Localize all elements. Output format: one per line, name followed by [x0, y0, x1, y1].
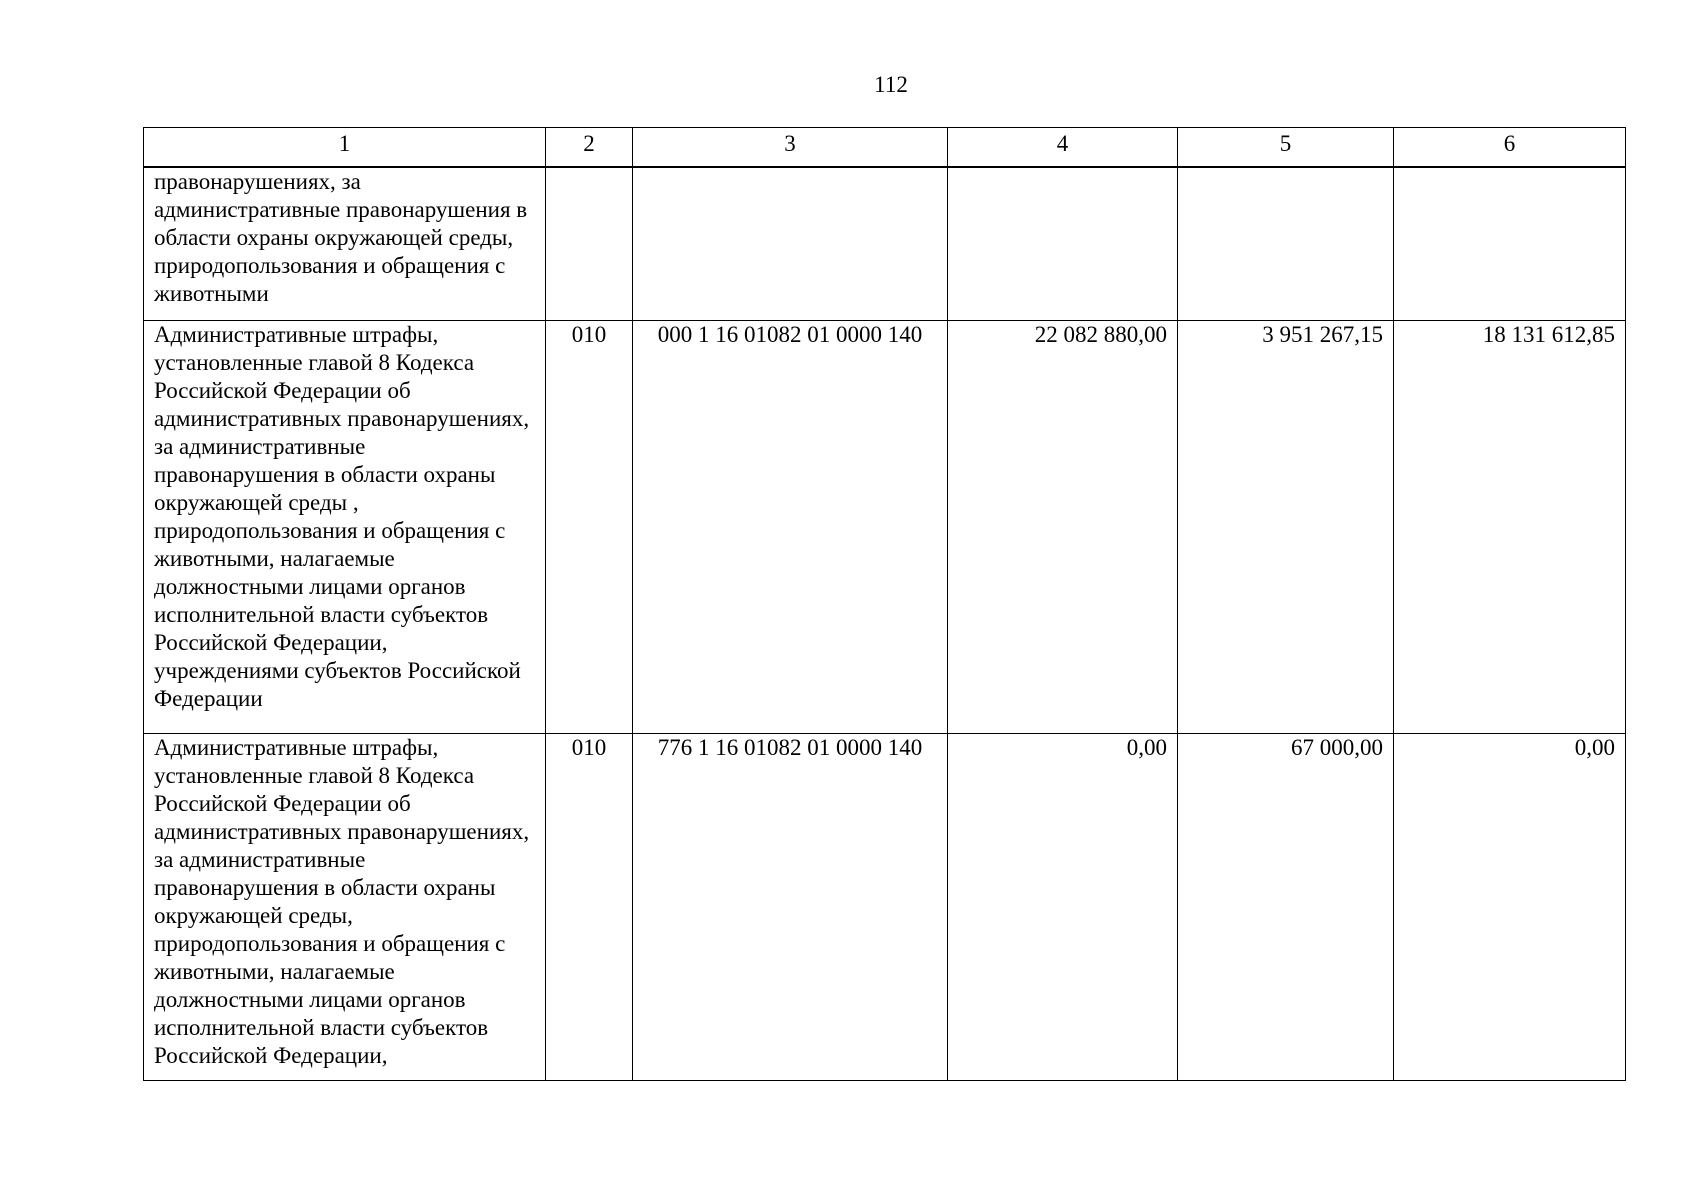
column-header-1: 1	[144, 128, 546, 168]
row-unexecuted-cell: 0,00	[1394, 734, 1626, 1081]
row-unexecuted-cell: 18 131 612,85	[1394, 321, 1626, 734]
row-name-cell: Административные штрафы, установленные главой 8 Кодекса Российской Федерации об административных правонарушениях, за административные правонарушения в области охраны окружающей среды, природопользования и обращения с животными, налагаемые должностными лицами органов исполнительной власти субъектов Российской Федерации,	[144, 734, 546, 1081]
row-budget-code-cell: 000 1 16 01082 01 0000 140	[633, 321, 948, 734]
table-header	[144, 128, 1626, 168]
header-row	[144, 128, 1626, 168]
page-number: 112	[874, 72, 908, 97]
row-unexecuted-cell	[1394, 167, 1626, 321]
column-header-4: 4	[948, 128, 1178, 168]
row-executed-cell	[1178, 167, 1394, 321]
row-approved-cell	[948, 167, 1178, 321]
row-executed-cell: 3 951 267,15	[1178, 321, 1394, 734]
column-header-6: 6	[1394, 128, 1626, 168]
row-approved-cell: 0,00	[948, 734, 1178, 1081]
row-executed-cell: 67 000,00	[1178, 734, 1394, 1081]
table-body	[144, 167, 1626, 1081]
column-header-3: 3	[633, 128, 948, 168]
column-header-5: 5	[1178, 128, 1394, 168]
table-row	[144, 734, 1626, 1081]
row-budget-code-cell: 776 1 16 01082 01 0000 140	[633, 734, 948, 1081]
row-line-code-cell: 010	[546, 734, 633, 1081]
table-row	[144, 321, 1626, 734]
revenue-table	[143, 127, 1626, 1081]
row-approved-cell: 22 082 880,00	[948, 321, 1178, 734]
column-header-2: 2	[546, 128, 633, 168]
row-name-cell: правонарушениях, за административные правонарушения в области охраны окружающей среды, природопользования и обращения с животными	[144, 167, 546, 321]
row-name-cell: Административные штрафы, установленные главой 8 Кодекса Российской Федерации об административных правонарушениях, за административные правонарушения в области охраны окружающей среды , природопользования и обращения с животными, налагаемые должностными лицами органов исполнительной власти субъектов Российской Федерации, учреждениями субъектов Российской Федерации	[144, 321, 546, 734]
row-budget-code-cell	[633, 167, 948, 321]
table-row	[144, 167, 1626, 321]
row-line-code-cell	[546, 167, 633, 321]
row-line-code-cell: 010	[546, 321, 633, 734]
